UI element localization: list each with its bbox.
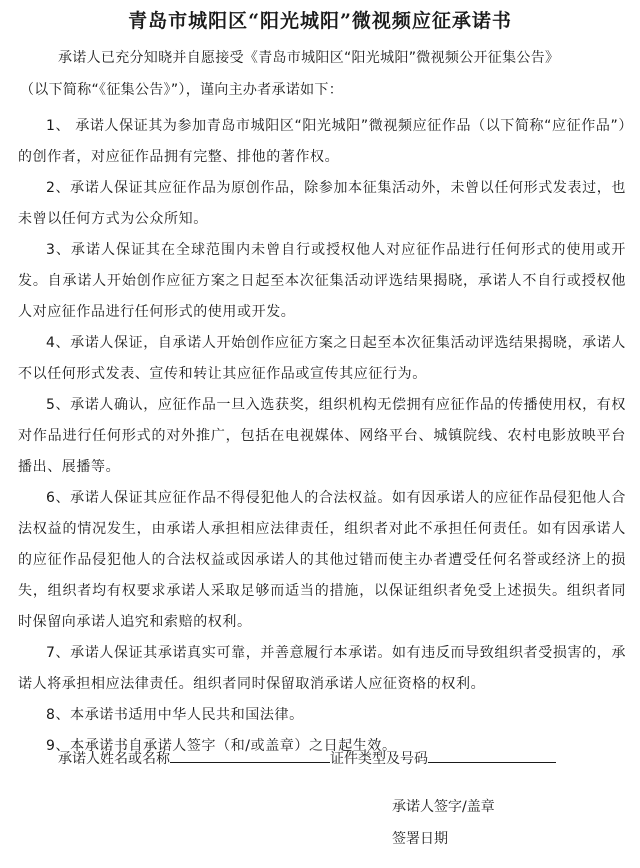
clause-8: 8、本承诺书适用中华人民共和国法律。 bbox=[46, 707, 304, 723]
clause-3: 3、承诺人保证其在全球范围内未曾自行或授权他人对应征作品进行任何形式的使用或开发。自承诺人开始创作应征方案之日起至本次征集活动评选结果揭晓，承诺人不自行或授权他人对应征作品进行任何形式的使用或开发。 bbox=[18, 242, 626, 320]
name-blank-line bbox=[170, 746, 330, 763]
name-field-row bbox=[58, 746, 330, 769]
name-label: 承诺人姓名或名称 bbox=[58, 751, 170, 767]
clause-9: 9、本承诺书自承诺人签字（和/或盖章）之日起生效。 bbox=[46, 738, 397, 754]
signature-label: 承诺人签字/盖章 bbox=[392, 799, 495, 815]
clause-7: 7、承诺人保证其承诺真实可靠，并善意履行本承诺。如有违反而导致组织者受损害的，承诺人将承担相应法律责任。组织者同时保留取消承诺人应征资格的权利。 bbox=[18, 645, 626, 692]
id-label: 证件类型及号码 bbox=[330, 751, 428, 767]
clause-1: 1、 承诺人保证其为参加青岛市城阳区“阳光城阳”微视频应征作品（以下简称“应征作品”）的创作者，对应征作品拥有完整、排他的著作权。 bbox=[18, 118, 626, 165]
clause-6: 6、承诺人保证其应征作品不得侵犯他人的合法权益。如有因承诺人的应征作品侵犯他人合法权益的情况发生，由承诺人承担相应法律责任，组织者对此不承担任何责任。如有因承诺人的应征作品侵犯他人的合法权益或因承诺人的其他过错而使主办者遭受任何名誉或经济上的损失，组织者均有权要求承诺人采取足够而适当的措施，以保证组织者免受上述损失。组织者同时保留向承诺人追究和索赔的权利。 bbox=[18, 490, 626, 630]
clause-4: 4、承诺人保证，自承诺人开始创作应征方案之日起至本次征集活动评选结果揭晓，承诺人不以任何形式发表、宣传和转让其应征作品或宣传其应征行为。 bbox=[18, 335, 626, 382]
intro-line-2: （以下简称“《征集公告》”），谨向主办者承诺如下： bbox=[20, 82, 344, 98]
clause-2: 2、承诺人保证其应征作品为原创作品，除参加本征集活动外，未曾以任何形式发表过，也未曾以任何方式为公众所知。 bbox=[18, 180, 626, 227]
date-label: 签署日期 bbox=[392, 831, 448, 847]
intro-line-1: 承诺人已充分知晓并自愿接受《青岛市城阳区“阳光城阳”微视频公开征集公告》 bbox=[58, 50, 560, 66]
clause-list bbox=[18, 111, 626, 762]
clause-5: 5、承诺人确认，应征作品一旦入选获奖，组织机构无偿拥有应征作品的传播使用权，有权对作品进行任何形式的对外推广，包括在电视媒体、网络平台、城镇院线、农村电影放映平台播出、展播等。 bbox=[18, 397, 626, 475]
document-title: 青岛市城阳区“阳光城阳”微视频应征承诺书 bbox=[128, 10, 512, 32]
id-blank-line bbox=[428, 746, 556, 763]
id-field-row bbox=[330, 746, 556, 769]
